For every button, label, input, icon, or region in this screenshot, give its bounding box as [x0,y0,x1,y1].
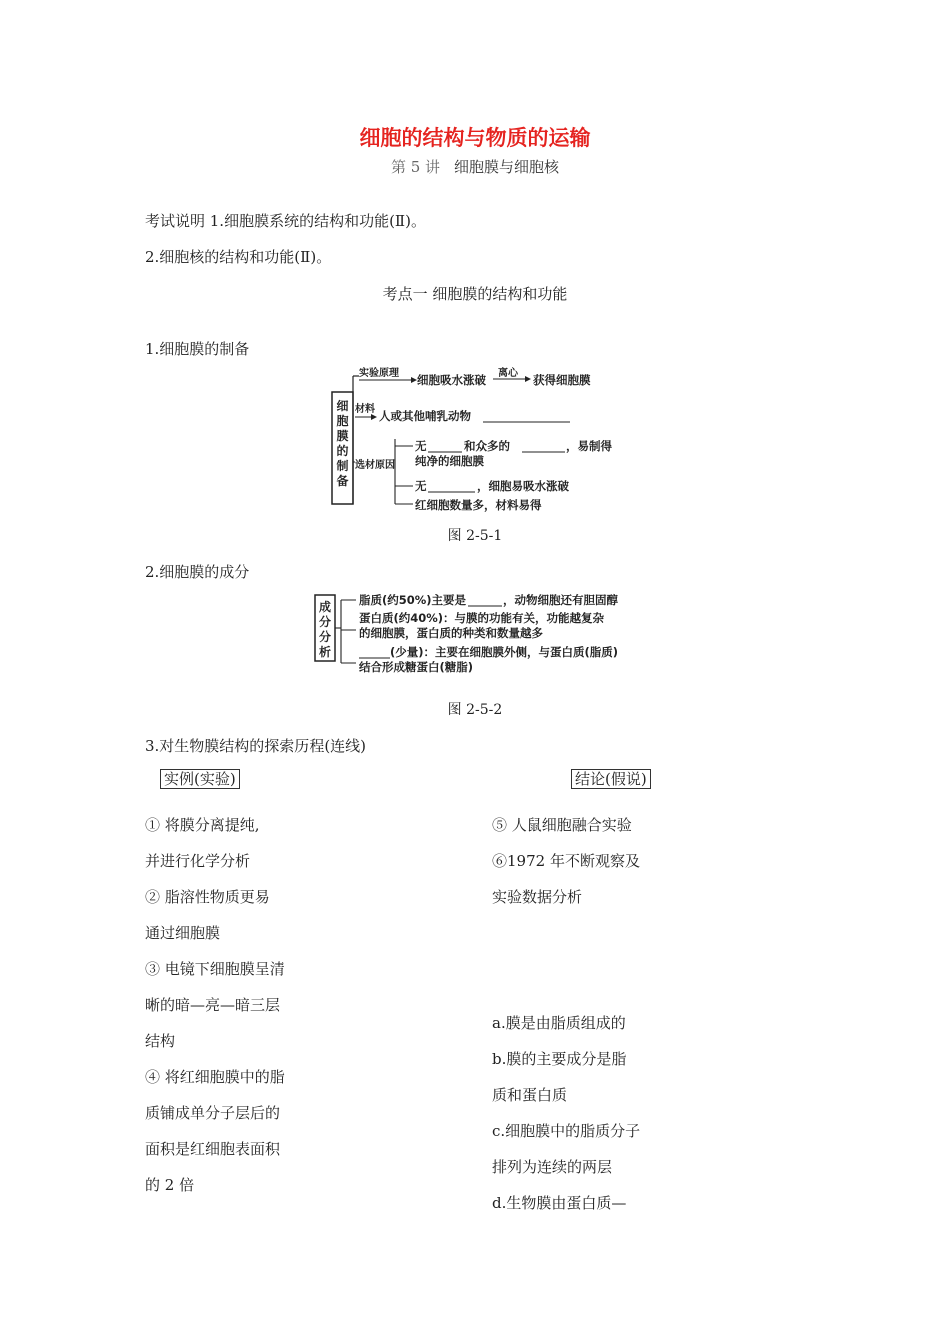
item3-heading: 3.对生物膜结构的探索历程(连线) [145,737,367,755]
diagram1-reason1c: ，易制得 [566,439,612,453]
membrane-composition-diagram [312,590,642,678]
conclusion-line: d.生物膜由蛋白质— [492,1194,627,1212]
diagram2-lipid-b: ，动物细胞还有胆固醇 [503,593,618,607]
page-title: 细胞的结构与物质的运输 [359,126,591,150]
right-column-header [571,769,651,789]
diagram2-protein-2: 的细胞膜，蛋白质的种类和数量越多 [359,626,543,640]
example-line: 结构 [145,1032,176,1050]
svg-text:析: 析 [318,645,332,659]
svg-text:的: 的 [336,444,349,458]
diagram1-branch-reason: 选材原因 [355,460,395,471]
conclusion-line: a.膜是由脂质组成的 [492,1014,626,1032]
svg-text:分: 分 [318,630,332,644]
examples-column [145,807,285,1203]
figure2-caption: 图 2-5-2 [447,702,503,718]
diagram2-sugar-a: (少量)：主要在细胞膜外侧，与蛋白质(脂质) [390,645,619,659]
example-line: 的 2 倍 [145,1176,195,1194]
conclusions-column [492,1005,640,1221]
svg-text:制: 制 [336,459,349,473]
example-line: ④ 将红细胞膜中的脂 [145,1068,285,1086]
exam-notes-line-2: 2.细胞核的结构和功能(Ⅱ)。 [145,248,332,266]
conclusion-line: c.细胞膜中的脂质分子 [492,1122,641,1140]
item2-heading: 2.细胞膜的成分 [145,563,250,581]
left-header-box: 实例(实验) [160,769,240,789]
example-line: ③ 电镜下细胞膜呈清 [145,960,285,978]
section-title: 考点一 细胞膜的结构和功能 [382,285,568,303]
example-line: 质铺成单分子层后的 [145,1104,281,1122]
experiment-line: 实验数据分析 [492,888,583,906]
lecture-number: 第 5 讲 [390,158,441,176]
svg-text:分: 分 [318,615,332,629]
right-header-box: 结论(假说) [571,769,651,789]
example-line: 通过细胞膜 [145,924,221,942]
exam-notes-line-1: 考试说明 1.细胞膜系统的结构和功能(Ⅱ)。 [145,212,426,230]
diagram1-reason3: 红细胞数量多，材料易得 [415,498,542,512]
example-line: ① 将膜分离提纯, [145,816,260,834]
lecture-subtitle [0,156,950,177]
diagram1-step2: 获得细胞膜 [533,373,591,387]
svg-text:成: 成 [318,600,332,614]
svg-text:备: 备 [336,474,349,488]
diagram2-lipid-a: 脂质(约50%)主要是 [359,593,467,607]
diagram1-branch-material: 材料 [355,404,375,415]
diagram1-reason1d: 纯净的细胞膜 [415,454,484,468]
svg-text:胞: 胞 [336,414,349,428]
lecture-title: 细胞膜与细胞核 [454,158,560,176]
diagram1-root-char-1: 细 [336,399,349,413]
figure1-caption: 图 2-5-1 [447,528,503,544]
conclusion-line: b.膜的主要成分是脂 [492,1050,627,1068]
diagram1-reason2b: ，细胞易吸水涨破 [477,479,569,493]
diagram1-material: 人或其他哺乳动物 [379,409,471,423]
diagram1-step1: 细胞吸水涨破 [417,373,486,387]
diagram2-sugar-b: 结合形成糖蛋白(糖脂) [359,660,474,674]
diagram2-protein-1: 蛋白质(约40%)：与膜的功能有关，功能越复杂 [359,611,605,625]
diagram1-branch-principle: 实验原理 [359,368,399,379]
svg-text:膜: 膜 [336,429,349,443]
example-line: 面积是红细胞表面积 [145,1140,281,1158]
experiments-column [492,807,640,915]
example-line: 晰的暗—亮—暗三层 [145,996,281,1014]
diagram1-reason1a: 无 [415,439,427,453]
example-line: ② 脂溶性物质更易 [145,888,270,906]
item1-heading: 1.细胞膜的制备 [145,340,250,358]
left-column-header [160,769,240,789]
diagram1-reason2a: 无 [415,479,427,493]
membrane-preparation-diagram [325,362,635,517]
experiment-line: ⑤ 人鼠细胞融合实验 [492,816,632,834]
experiment-line: ⑥1972 年不断观察及 [492,852,640,870]
diagram1-arrow-label: 离心 [498,368,518,379]
example-line: 并进行化学分析 [145,852,251,870]
conclusion-line: 排列为连续的两层 [492,1158,613,1176]
diagram1-reason1b: 和众多的 [464,439,510,453]
conclusion-line: 质和蛋白质 [492,1086,568,1104]
